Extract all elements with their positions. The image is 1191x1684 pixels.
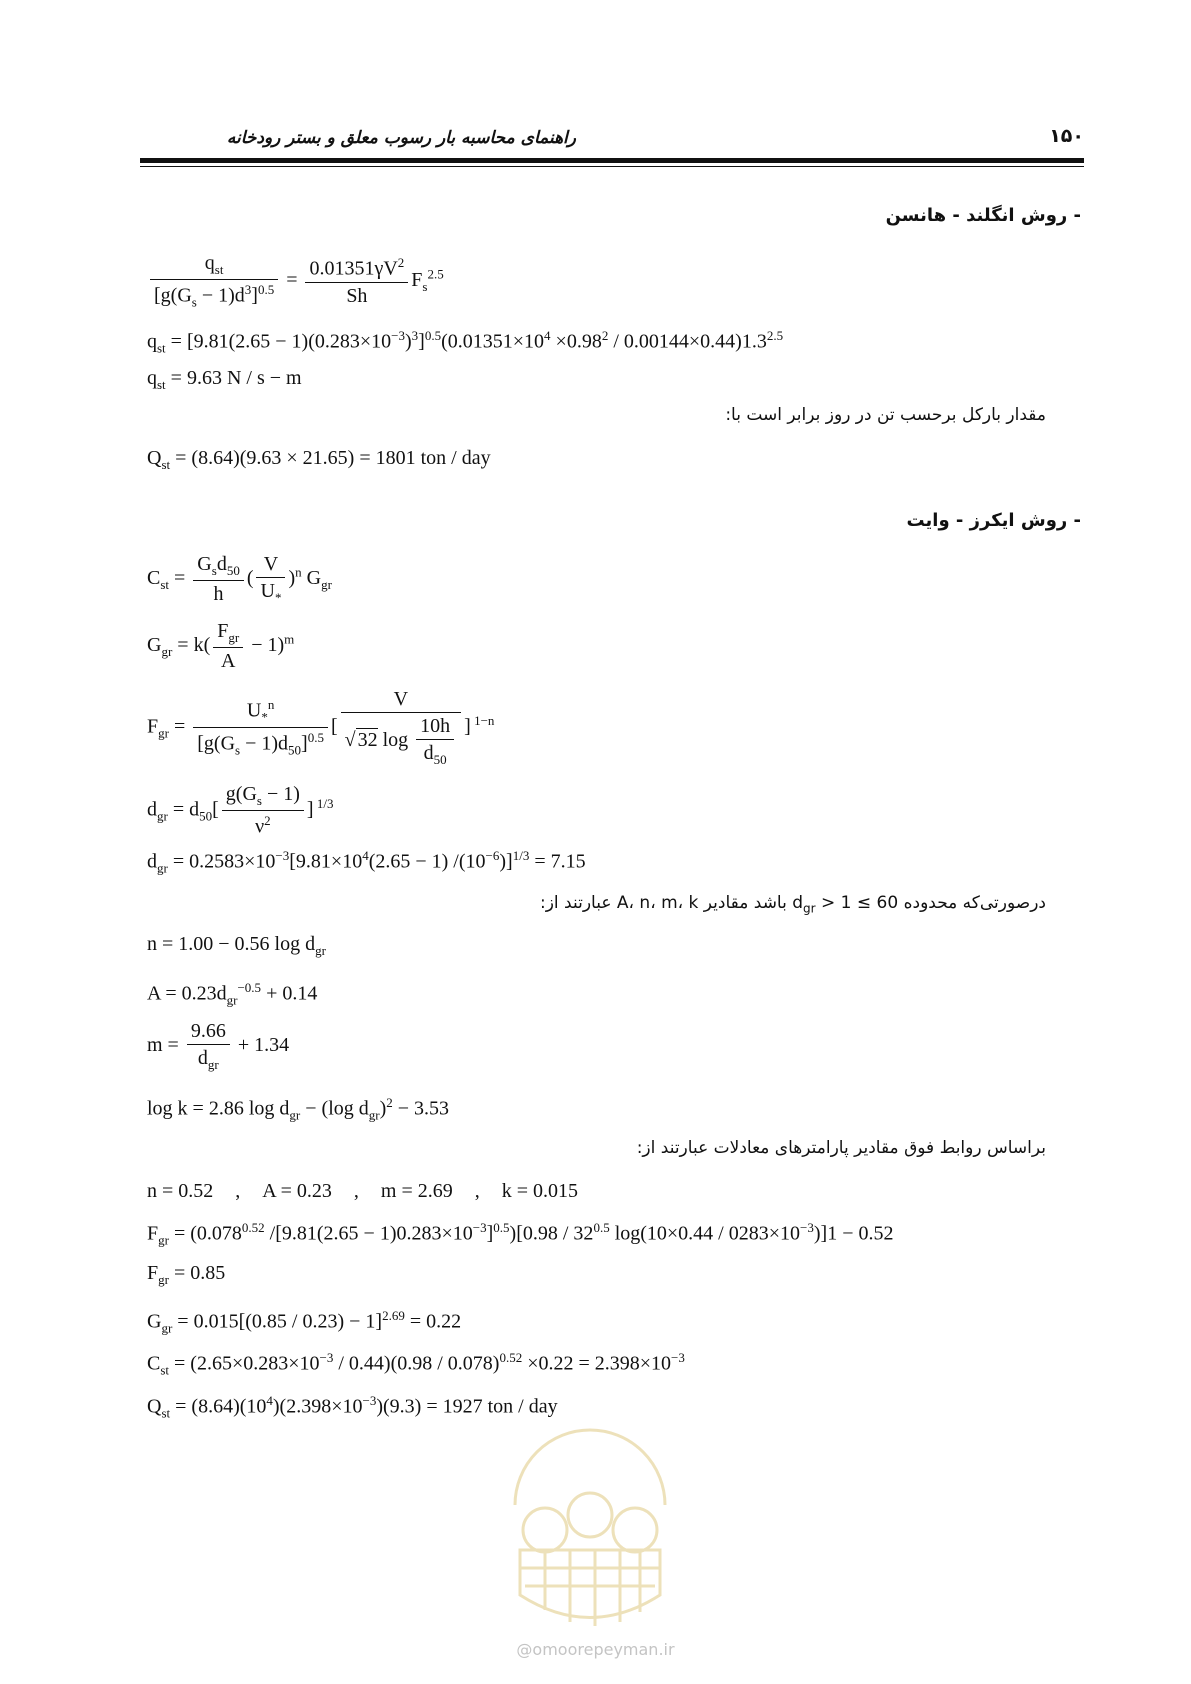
equation-a: $A = 0.23d_{gr}^{-0.5} + 0.14$ [147,980,318,1008]
equation-ackers-white-concentration: $C_{st}$ = $\frac{G_sd_{50}}{h}$ ( $\frac{V}{U_*}$ )$^n$ $G_{gr}$ [147,553,332,605]
equation-fgr-substitution: $F_{gr} = (0.078^{0.52}$ $/[9.81(2.65 - 1)0.283\times 10^{-3}]^{0.5})[0.98 / 32^{0.5}$ $\log(10\times 0.44 / 0283\times 10^{-3})]1 - 0.52$ [147,1220,894,1248]
paragraph-params-values: براساس روابط فوق مقادیر پارامترهای معادلات عبارتند از: [636,1138,1046,1158]
equation-ackers-white-fgr: $F_{gr}$ = $\frac{U_*^n}{[g(G_s - 1)d_{50}]^{0.5}}$ [ V √ 32 log $\frac{10h}{d_{50}}$ ] $^{1-n}$ [147,688,495,767]
equation-ackers-white-ggr: $G_{gr} = k$( $\frac{F_{gr}}{A}$ − 1)$^m$ [147,620,295,672]
running-header-title: راهنمای محاسبه بار رسوب معلق و بستر رودخانه [226,128,576,148]
section-heading-ackers-white: - روش ایکرز - وایت [906,510,1081,531]
header-rule-thin [140,166,1084,167]
equation-cst-result: $C_{st} = (2.65\times 0.283\times 10^{-3} / 0.44)(0.98 / 0.078)^{0.52} \times 0.22 = 2.398\times 10^{-3}$ [147,1350,685,1378]
equation-n: n = 1.00 − 0.56 $\log d_{gr}$ [147,933,326,958]
equation-qst-result: $Q_{st} = (8.64)(10^4)(2.398\times 10^{-3})(9.3) = 1927$ ton / day [147,1393,558,1421]
equation-ackers-white-dgr-value: $d_{gr} = 0.2583\times 10^{-3}[9.81\times 10^4(2.65 - 1) /(10^{-6})]^{1/3} = 7.15$ [147,848,586,876]
equation-engelund-hansen-result: $q_{st} = 9.63$ N / s − m [147,367,302,392]
watermark-logo [485,1390,695,1650]
equation-parameter-values: n = 0.52 , A = 0.23 , m = 2.69 , k = 0.015 [147,1180,579,1202]
header-rule-thick [140,158,1084,163]
page-number: ۱۵۰ [1049,125,1084,147]
equation-engelund-hansen-substitution: $q_{st} = [9.81(2.65 - 1)(0.283\times 10^{-3})^3]^{0.5}(0.01351\times 10^4 \times 0.98^2 / 0.00144\times 0.44)1.3^{2.5}$ [147,328,784,356]
equation-fgr-result: $F_{gr} = 0.85$ [147,1262,226,1287]
paragraph-total-load: مقدار بارکل برحسب تن در روز برابر است با: [725,405,1046,425]
equation-k: log k = 2.86 $\log d_{gr} - (\log$ $d_{gr})^2 - 3.53$ [147,1095,450,1123]
equation-ggr-result: $G_{gr} = 0.015[(0.85 / 0.23) - 1]^{2.69} = 0.22$ [147,1308,462,1336]
watermark-url: @omoorepeyman.ir [516,1640,675,1659]
equation-m: m = $\frac{9.66}{d_{gr}}$ + 1.34 [147,1020,290,1072]
section-heading-engelund-hansen: - روش انگلند - هانسن [885,205,1081,226]
equation-engelund-hansen-general: $\frac{q_{st}}{[g(G_s - 1)d^3]^{0.5}}$ = $\frac{0.01351\gamma V^2}{Sh}$ $F_s^{2.5}$ [147,252,444,311]
equation-engelund-hansen-total-load: $Q_{st} = (8.64)(9.63 \times 21.65) = 1801$ ton / day [147,447,491,472]
equation-ackers-white-dgr: $d_{gr} = d_{50}$[ $\frac{g(G_s - 1)}{\nu^2}$ ] $^{1/3}$ [147,783,334,838]
paragraph-params-condition: درصورتی‌که محدوده $60 \ge d_{gr} > 1$ باشد مقادیر A، n، m، k عبارتند از: [539,893,1046,916]
